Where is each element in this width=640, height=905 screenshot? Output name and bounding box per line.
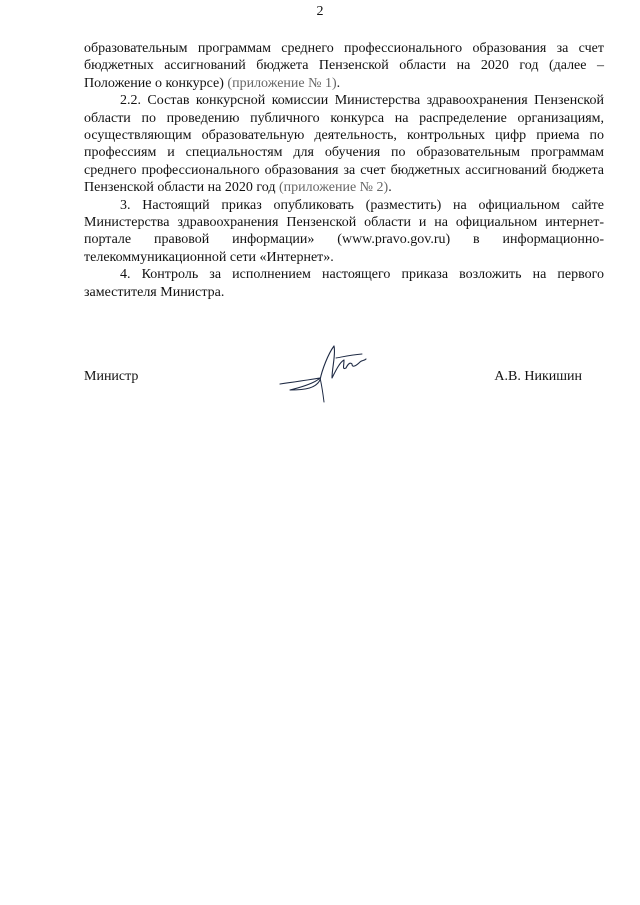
paragraph-4: 4. Контроль за исполнением настоящего приказа возложить на первого заместителя Министра.: [84, 267, 604, 300]
signatory-title: Министр: [84, 369, 139, 384]
appendix-1-link[interactable]: (приложение № 1): [227, 75, 337, 91]
paragraph-3: 3. Настоящий приказ опубликовать (разместить) на официальном сайте Министерства здравоохранения Пензенской области и на официальном интернет-портале правовой информации» (www.pravo.gov.ru) в информационно-телекоммуникационной сети «Интернет».: [84, 197, 604, 265]
paragraph-1-text: образовательным программам среднего профессионального образования за счет бюджетных ассигнований бюджета Пензенской области на 2020 год (далее – Положение о конкурсе): [84, 41, 604, 91]
document-body: [84, 40, 604, 301]
paragraph-1: [84, 40, 604, 92]
paragraph-2-tail: .: [388, 180, 392, 196]
paragraph-2: [84, 92, 604, 196]
paragraph-2-text: 2.2. Состав конкурсной комиссии Министерства здравоохранения Пензенской области по проведению публичного конкурса на распределение организациям, осуществляющим образовательную деятельность, контрольных цифр приема по профессиям и специальностям для обучения по образовательным программам среднего профессионального образования за счет бюджетных ассигнований бюджета Пензенской области на 2020 год: [84, 93, 604, 196]
signature-block: [84, 360, 604, 410]
appendix-2-link[interactable]: (приложение № 2): [278, 180, 389, 196]
handwritten-signature: [276, 344, 372, 404]
signatory-name: А.В. Никишин: [494, 369, 582, 384]
paragraph-1-tail: .: [336, 75, 341, 91]
page-number: 2: [316, 4, 324, 19]
